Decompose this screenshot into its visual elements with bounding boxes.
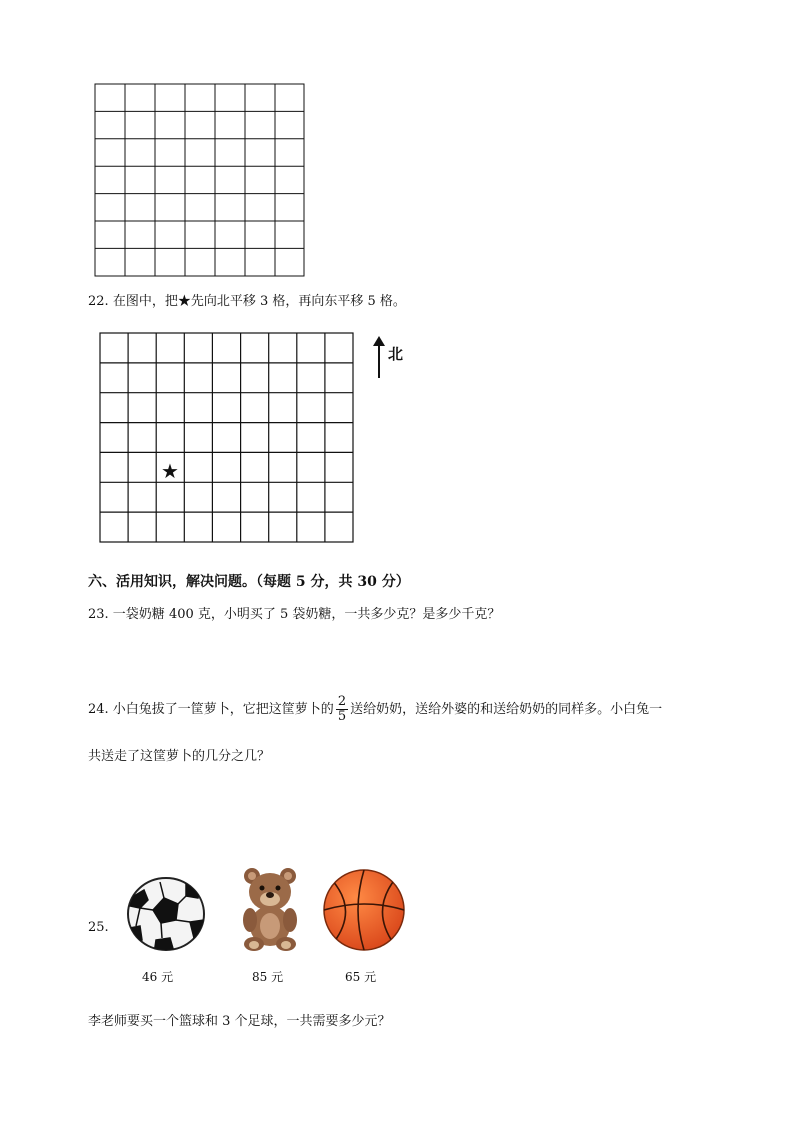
translation-grid bbox=[99, 332, 355, 544]
top-grid bbox=[94, 83, 306, 278]
fraction-two-fifths bbox=[336, 695, 348, 724]
star-icon: ★ bbox=[161, 459, 179, 483]
question-25-text: 李老师要买一个篮球和 3 个足球，一共需要多少元？ bbox=[88, 1014, 391, 1029]
question-24-suffix: 送给奶奶，送给外婆的和送给奶奶的同样多。小白兔一 bbox=[350, 702, 663, 717]
north-arrow-icon bbox=[372, 336, 386, 380]
question-22-text: 在图中，把★先向北平移 3 格，再向东平移 5 格。 bbox=[112, 294, 406, 309]
soccer-ball-icon bbox=[126, 876, 206, 952]
soccer-ball-price: 46 元 bbox=[142, 970, 174, 984]
north-label: 北 bbox=[388, 345, 404, 363]
section-6-title: 六、活用知识，解决问题。（每题 5 分，共 30 分） bbox=[88, 574, 410, 590]
fraction-numerator: 2 bbox=[337, 694, 347, 709]
basketball-price: 65 元 bbox=[345, 970, 377, 984]
question-25-number: 25. bbox=[88, 920, 109, 935]
question-24-line-1 bbox=[88, 692, 662, 728]
question-22 bbox=[88, 290, 406, 309]
teddy-bear-icon bbox=[240, 866, 300, 952]
fraction-denominator: 5 bbox=[337, 709, 347, 724]
question-23: 23. 一袋奶糖 400 克，小明买了 5 袋奶糖，一共多少克？是多少千克？ bbox=[88, 607, 501, 622]
basketball-icon bbox=[322, 868, 406, 952]
question-24-line-2: 共送走了这筐萝卜的几分之几？ bbox=[88, 749, 271, 764]
question-24-prefix: 24. 小白兔拔了一筐萝卜，它把这筐萝卜的 bbox=[88, 702, 334, 717]
teddy-bear-price: 85 元 bbox=[252, 970, 284, 984]
question-22-number: 22. bbox=[88, 294, 109, 309]
